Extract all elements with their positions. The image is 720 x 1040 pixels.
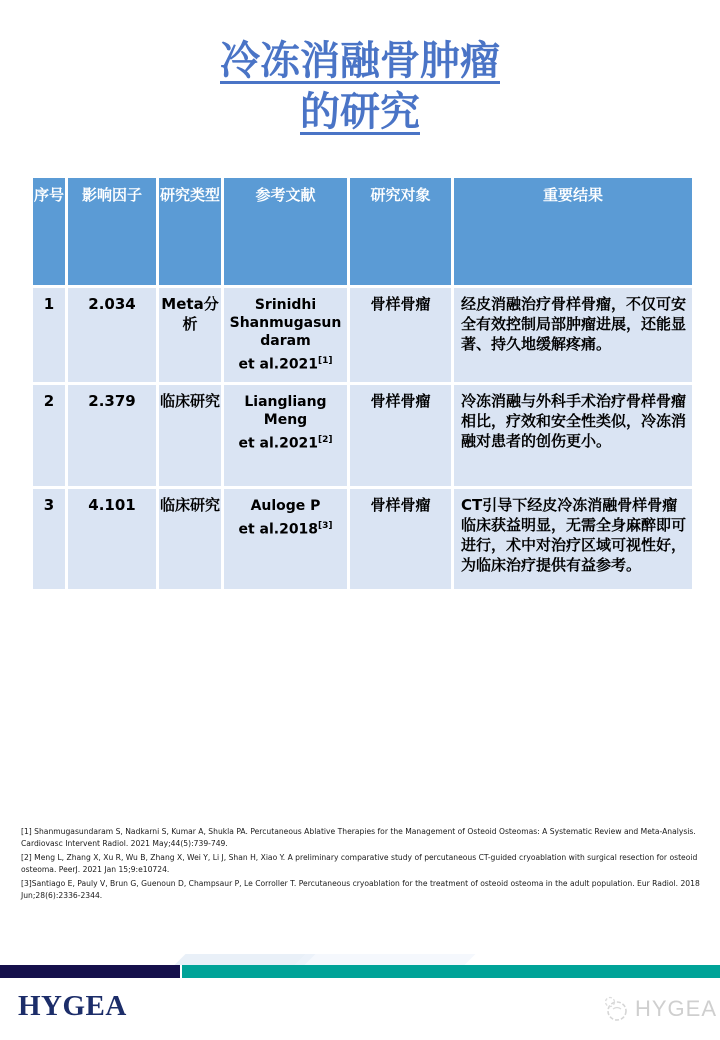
reference-etal-text: et al.2018 <box>238 521 319 538</box>
header-cell-subject: 研究对象 <box>350 178 451 285</box>
table-row3-reference <box>224 489 347 589</box>
table-row1-impact-factor: 2.034 <box>68 288 156 382</box>
table-row1-subject: 骨样骨瘤 <box>350 288 451 382</box>
hygea-logo-text: HYGEA <box>18 990 127 1022</box>
footer-bar-navy <box>0 965 180 978</box>
reference-etal <box>226 517 345 539</box>
header-cell-result: 重要结果 <box>454 178 692 285</box>
page-title-line2: 的研究 <box>300 89 420 135</box>
studies-table <box>33 178 692 589</box>
hygea-watermark <box>600 994 717 1024</box>
reference-etal-text: et al.2021 <box>238 435 319 452</box>
table-row3-study-type: 临床研究 <box>159 489 221 589</box>
footnotes-block <box>21 826 709 904</box>
reference-etal <box>226 431 345 453</box>
table-row1-no: 1 <box>33 288 65 382</box>
table-row1-reference <box>224 288 347 382</box>
reference-author: Liangliang Meng <box>244 394 327 428</box>
reference-author: Auloge P <box>250 498 321 514</box>
table-row3-subject: 骨样骨瘤 <box>350 489 451 589</box>
reference-author: Srinidhi Shanmugasundaram <box>229 297 342 349</box>
footnote-2: [2] Meng L, Zhang X, Xu R, Wu B, Zhang X, Wei Y, Li J, Shan H, Xiao Y. A preliminary comparative study of percutaneous CT-guided cryoablation with surgical resection for osteoid osteoma. PeerJ. 2021 Jan 15;9:e10724. <box>21 853 698 874</box>
table-row2-reference <box>224 385 347 486</box>
header-cell-impact-factor: 影响因子 <box>68 178 156 285</box>
reference-superscript: [1] <box>318 356 333 366</box>
footer-slant-highlight-2 <box>295 954 476 965</box>
reference-etal-text: et al.2021 <box>238 356 319 373</box>
table-row2-impact-factor: 2.379 <box>68 385 156 486</box>
table-row3-impact-factor: 4.101 <box>68 489 156 589</box>
table-row1-result: 经皮消融治疗骨样骨瘤，不仅可安全有效控制局部肿瘤进展，还能显著、持久地缓解疼痛。 <box>454 288 692 382</box>
header-cell-study-type: 研究类型 <box>159 178 221 285</box>
hygea-watermark-icon <box>600 994 630 1024</box>
hygea-watermark-text: HYGEA <box>635 996 718 1021</box>
table-row2-no: 2 <box>33 385 65 486</box>
header-cell-no: 序号 <box>33 178 65 285</box>
reference-superscript: [2] <box>318 435 333 445</box>
table-row3-no: 3 <box>33 489 65 589</box>
header-cell-reference: 参考文献 <box>224 178 347 285</box>
footer-bar-teal <box>182 965 720 978</box>
page-title-line1: 冷冻消融骨肿瘤 <box>220 38 500 84</box>
table-row2-result: 冷冻消融与外科手术治疗骨样骨瘤相比，疗效和安全性类似，冷冻消融对患者的创伤更小。 <box>454 385 692 486</box>
footnote-3: [3]Santiago E, Pauly V, Brun G, Guenoun D, Champsaur P, Le Corroller T. Percutaneous cryoablation for the treatment of osteoid osteoma in the adult population. Eur Radiol. 2018 Jun;28(6):2336-2344. <box>21 879 700 900</box>
table-row2-subject: 骨样骨瘤 <box>350 385 451 486</box>
table-row1-study-type: Meta分析 <box>159 288 221 382</box>
table-row3-result: CT引导下经皮冷冻消融骨样骨瘤临床获益明显，无需全身麻醉即可进行，术中对治疗区域可视性好，为临床治疗提供有益参考。 <box>454 489 692 589</box>
footnote-1: [1] Shanmugasundaram S, Nadkarni S, Kumar A, Shukla PA. Percutaneous Ablative Therapies for the Management of Osteoid Osteomas: A Systematic Review and Meta-Analysis. Cardiovasc Intervent Radiol. 2021 May;44(5):739-749. <box>21 827 696 848</box>
table-row2-study-type: 临床研究 <box>159 385 221 486</box>
reference-etal <box>226 352 345 374</box>
page-title <box>0 36 720 138</box>
reference-superscript: [3] <box>318 521 333 531</box>
